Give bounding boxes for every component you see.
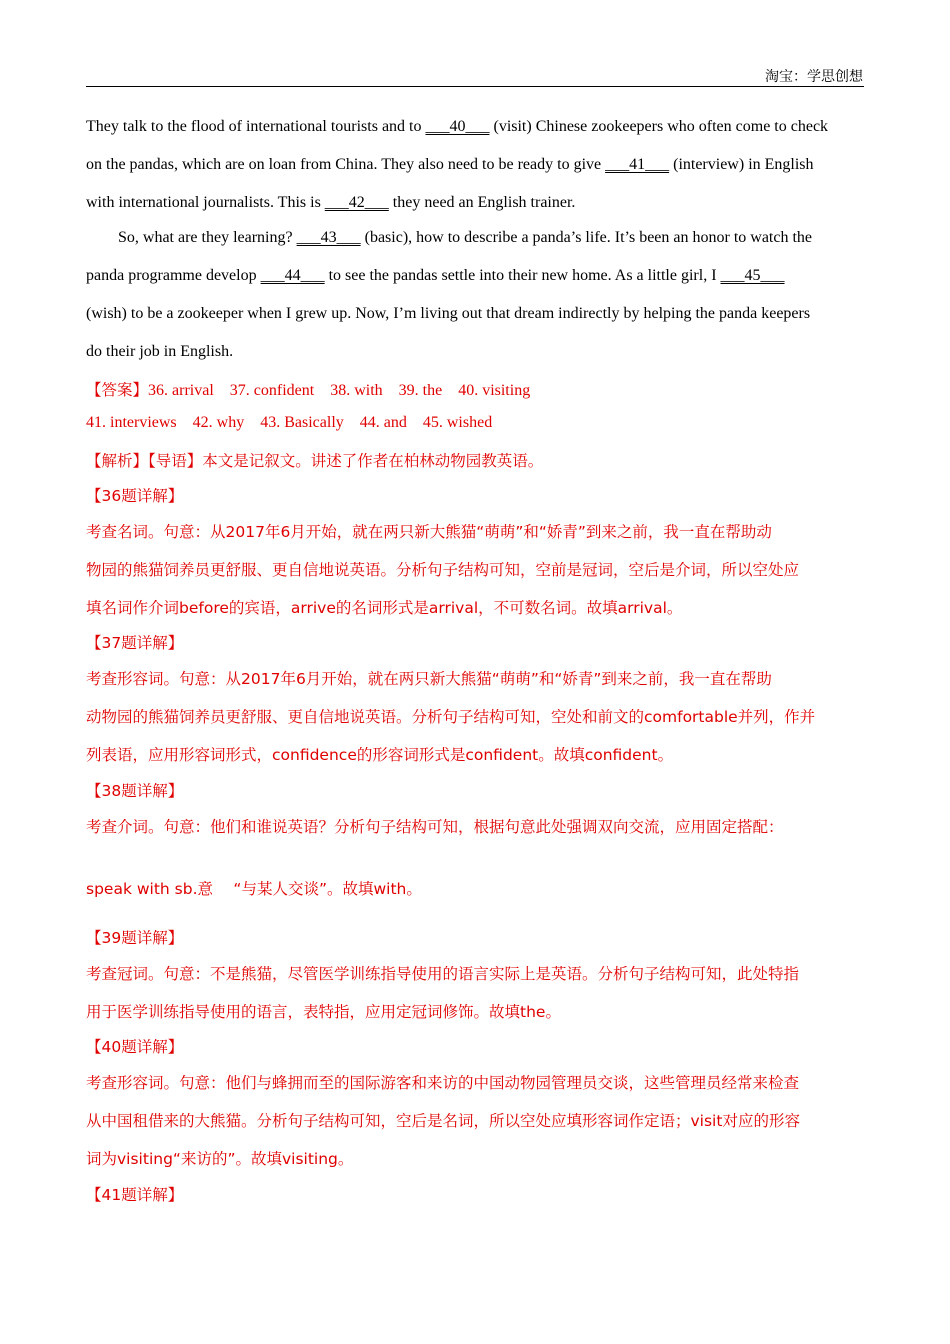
passage-line-6: (wish) to be a zookeeper when I grew up. Now, I’m living out that dream indirectly by helping the panda keepers xyxy=(86,305,811,322)
blank-40: ___40___ xyxy=(425,118,490,135)
passage-text: They talk to the flood of international tourists and to xyxy=(86,118,426,135)
q37-line-2: 动物园的熊猫饲养员更舒服、更自信地说英语。分析句子结构可知，空处和前文的comfortable并列，作并 xyxy=(86,708,816,726)
answer-item: 43. Basically xyxy=(260,414,344,431)
q37-line-1: 考查形容词。句意：从2017年6月开始，就在两只新大熊猫“萌萌”和“娇青”到来之前，我一直在帮助 xyxy=(86,670,772,688)
answers-label: 【答案】 xyxy=(86,381,149,399)
q40-line-2: 从中国租借来的大熊猫。分析句子结构可知，空后是名词，所以空处应填形容词作定语；visit对应的形容 xyxy=(86,1112,800,1130)
blank-42: ___42___ xyxy=(324,194,389,211)
q41-title: 【41题详解】 xyxy=(86,1186,184,1204)
passage-text: (basic), how to describe a panda’s life. It’s been an honor to watch the xyxy=(360,229,813,246)
answer-item: 40. visiting xyxy=(458,382,531,399)
answers-row-2 xyxy=(86,414,492,432)
passage-text: (interview) in English xyxy=(669,156,814,173)
q36-line-1: 考查名词。句意：从2017年6月开始，就在两只新大熊猫“萌萌”和“娇青”到来之前，我一直在帮助动 xyxy=(86,523,772,541)
q40-line-3: 词为visiting“来访的”。故填visiting。 xyxy=(86,1150,354,1168)
answer-item: 42. why xyxy=(192,414,245,431)
blank-41: ___41___ xyxy=(605,156,670,173)
q40-line-1: 考查形容词。句意：他们与蜂拥而至的国际游客和来访的中国动物园管理员交谈，这些管理员经常来检查 xyxy=(86,1074,800,1092)
q38-line-1: 考查介词。句意：他们和谁说英语？分析句子结构可知，根据句意此处强调双向交流，应用固定搭配： xyxy=(86,818,784,836)
answer-item: 38. with xyxy=(330,382,383,399)
passage-text: with international journalists. This is xyxy=(86,194,325,211)
analysis-intro: 【解析】【导语】本文是记叙文。讲述了作者在柏林动物园教英语。 xyxy=(86,452,544,470)
passage-line-3 xyxy=(86,194,575,212)
answer-item: 41. interviews xyxy=(86,414,177,431)
answers-row-1 xyxy=(86,378,530,400)
passage-text: they need an English trainer. xyxy=(388,194,576,211)
answer-item: 39. the xyxy=(398,382,443,399)
passage-line-7: do their job in English. xyxy=(86,343,234,360)
passage-text: (visit) Chinese zookeepers who often come to check xyxy=(489,118,829,135)
q36-title: 【36题详解】 xyxy=(86,487,184,505)
q39-line-1: 考查冠词。句意：不是熊猫，尽管医学训练指导使用的语言实际上是英语。分析句子结构可知，此处特指 xyxy=(86,965,800,983)
passage-text: panda programme develop xyxy=(86,267,261,284)
header-divider xyxy=(86,86,864,87)
passage-text: So, what are they learning? xyxy=(118,229,297,246)
passage-line-5 xyxy=(86,267,785,285)
answer-item: 36. arrival xyxy=(148,382,214,399)
passage-line-1 xyxy=(86,118,828,136)
passage-text: on the pandas, which are on loan from China. They also need to be ready to give xyxy=(86,156,606,173)
q36-line-3: 填名词作介词before的宾语，arrive的名词形式是arrival，不可数名词。故填arrival。 xyxy=(86,599,683,617)
passage-line-4 xyxy=(86,229,812,247)
passage-line-2 xyxy=(86,156,814,174)
answer-item: 45. wished xyxy=(422,414,493,431)
answer-item: 44. and xyxy=(359,414,407,431)
q37-title: 【37题详解】 xyxy=(86,634,184,652)
q38-title: 【38题详解】 xyxy=(86,782,184,800)
blank-43: ___43___ xyxy=(296,229,361,246)
q37-line-3: 列表语，应用形容词形式，confidence的形容词形式是confident。故填confident。 xyxy=(86,746,674,764)
header-shop-label: 淘宝：学思创想 xyxy=(765,69,863,85)
q38-line-2: speak with sb.意 “与某人交谈”。故填with。 xyxy=(86,880,422,898)
blank-45: ___45___ xyxy=(720,267,785,284)
blank-44: ___44___ xyxy=(260,267,325,284)
q39-line-2: 用于医学训练指导使用的语言，表特指，应用定冠词修饰。故填the。 xyxy=(86,1003,561,1021)
q39-title: 【39题详解】 xyxy=(86,929,184,947)
q40-title: 【40题详解】 xyxy=(86,1038,184,1056)
answer-item: 37. confident xyxy=(229,382,315,399)
q36-line-2: 物园的熊猫饲养员更舒服、更自信地说英语。分析句子结构可知，空前是冠词，空后是介词，所以空处应 xyxy=(86,561,800,579)
passage-text: to see the pandas settle into their new home. As a little girl, I xyxy=(324,267,721,284)
